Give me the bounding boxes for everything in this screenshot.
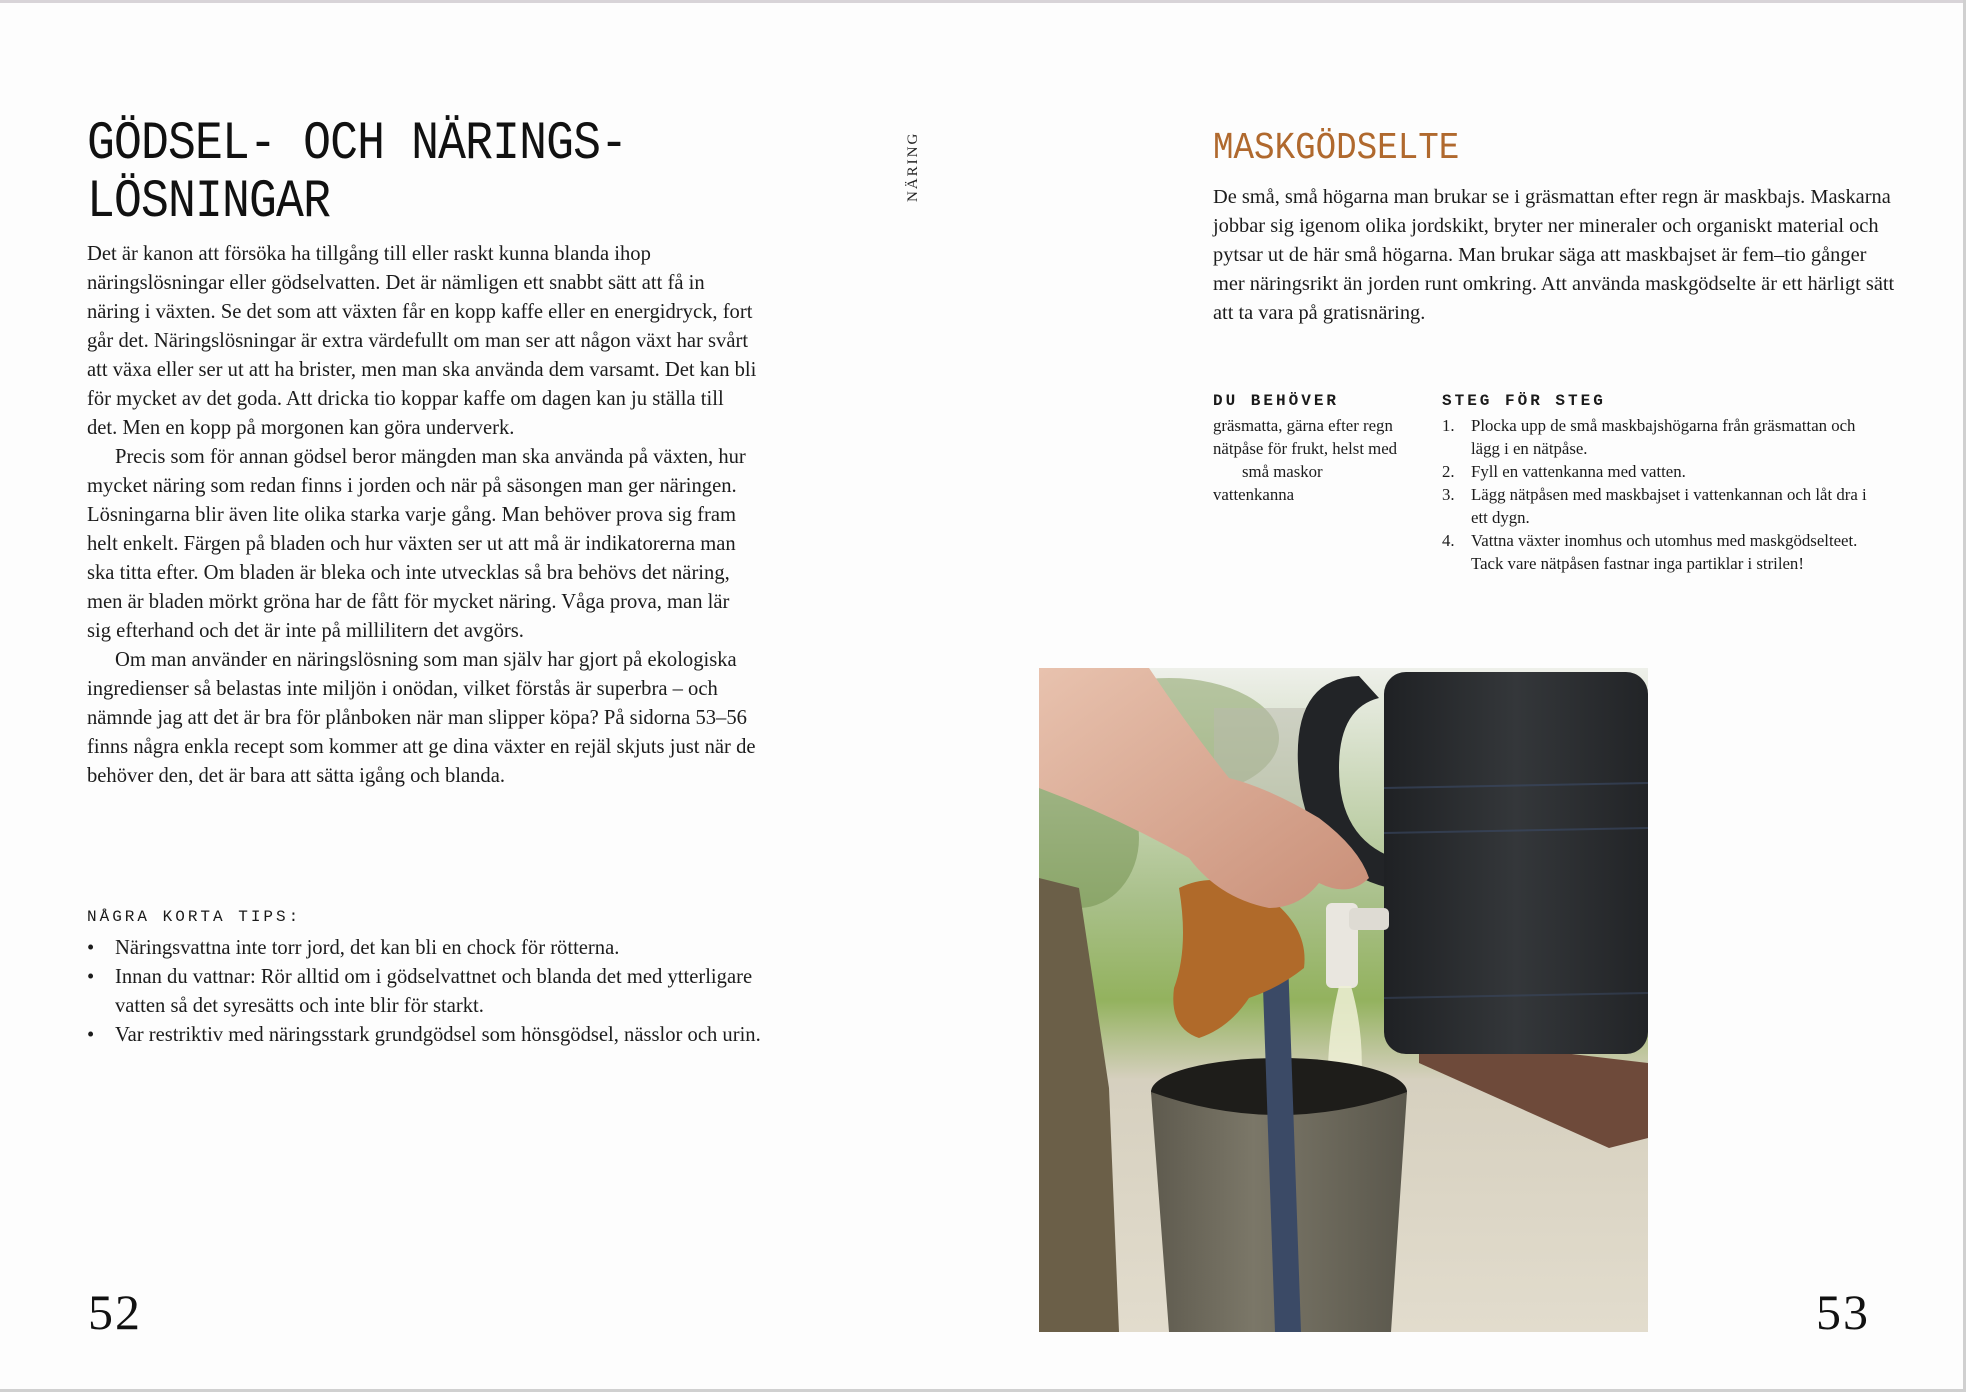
body-text	[87, 240, 757, 791]
bullet-icon: •	[87, 966, 95, 988]
page-heading: GÖDSEL- OCH NÄRINGS- LÖSNINGAR	[87, 114, 628, 233]
step-text: Lägg nätpåsen med maskbajset i vattenkannan och låt dra i ett dygn.	[1471, 485, 1867, 527]
recipe-title: MASKGÖDSELTE	[1213, 127, 1460, 170]
tips-heading: NÅGRA KORTA TIPS:	[87, 908, 302, 926]
tip-text: Näringsvattna inte torr jord, det kan bli en chock för rötterna.	[115, 937, 620, 959]
recipe-intro: De små, små högarna man brukar se i gräsmattan efter regn är maskbajs. Maskarna jobbar sig igenom olika jordskikt, bryter ner mineraler och organiskt material och pytsar ut de här små högarna. Man brukar säga att maskbajset är fem–tio gånger mer näringsrikt än jorden runt omkring. Att använda maskgödselte är ett härligt sätt att ta vara på gratisnäring.	[1213, 186, 1895, 324]
bullet-icon: •	[87, 1024, 95, 1046]
paragraph: Om man använder en näringslösning som man själv har gjort på ekologiska ingredienser så belastas inte miljön i onödan, vilket förstås är superbra – och nämnde jag att det är bra för plånboken när man slipper köpa? På sidorna 53–56 finns några enkla recept som kommer att ge dina växter en rejäl skjuts just när de behöver den, det är bara att sätta igång och blanda.	[87, 649, 756, 787]
step-item	[1442, 460, 1882, 483]
page-number-left: 52	[88, 1284, 142, 1340]
step-text: Fyll en vattenkanna med vatten.	[1471, 462, 1686, 481]
step-item	[1442, 529, 1882, 575]
step-number: 3.	[1442, 485, 1455, 504]
paragraph: Det är kanon att försöka ha tillgång till eller raskt kunna blanda ihop näringslösningar eller gödselvatten. Det är nämligen ett snabbt sätt att få in näring i växten. Se det som att växten får en kopp kaffe eller en energidryck, fort går det. Näringslösningar är extra värdefullt om man ser att någon växt har svårt att växa eller ser ut att ha brister, men man ska använda dem varsamt. Det kan bli för mycket av det goda. Att dricka tio koppar kaffe om dagen kan ju ställa till det. Men en kopp på morgonen kan göra underverk.	[87, 243, 757, 439]
top-border	[0, 0, 1966, 3]
needs-list	[1213, 414, 1428, 506]
steps-heading: STEG FÖR STEG	[1442, 392, 1606, 410]
step-number: 4.	[1442, 531, 1455, 550]
photo-watering-can	[1039, 668, 1648, 1332]
needs-item: nätpåse för frukt, helst med små maskor	[1213, 439, 1398, 481]
page-number-right: 53	[1816, 1284, 1870, 1340]
steps-list	[1442, 414, 1882, 575]
step-text: Plocka upp de små maskbajshögarna från gräsmattan och lägg i en nätpåse.	[1471, 416, 1856, 458]
paragraph: Precis som för annan gödsel beror mängden man ska använda på växten, hur mycket näring som redan finns i jorden och när på säsongen man ger näringen. Lösningarna blir även lite olika starka varje gång. Man behöver prova sig fram helt enkelt. Färgen på bladen och hur växten ser ut att må är indikatorerna man ska titta efter. Om bladen är bleka och inte utvecklas så bra behövs det näring, men är bladen mörkt gröna har de fått för mycket näring. Våga prova, man lär sig efterhand och det är inte på millilitern det avgörs.	[87, 446, 746, 642]
step-text: Vattna växter inomhus och utomhus med maskgödselteet. Tack vare nätpåsen fastnar inga partiklar i strilen!	[1471, 531, 1858, 573]
step-number: 2.	[1442, 462, 1455, 481]
step-item	[1442, 483, 1882, 529]
step-number: 1.	[1442, 416, 1455, 435]
tip-text: Var restriktiv med näringsstark grundgödsel som hönsgödsel, nässlor och urin.	[115, 1024, 761, 1046]
needs-item: vattenkanna	[1213, 485, 1295, 504]
tip-item	[87, 963, 767, 1021]
photo-illustration	[1039, 668, 1648, 1332]
tip-text: Innan du vattnar: Rör alltid om i gödselvattnet och blanda det med ytterligare vatten så det syresätts och inte blir för starkt.	[115, 966, 753, 1017]
bullet-icon: •	[87, 937, 95, 959]
tips-list	[87, 934, 767, 1050]
step-item	[1442, 414, 1882, 460]
running-head	[905, 131, 925, 286]
needs-item: gräsmatta, gärna efter regn	[1213, 416, 1393, 435]
tip-item	[87, 1021, 767, 1050]
needs-heading: DU BEHÖVER	[1213, 392, 1340, 410]
running-head-text: NÄRING	[905, 131, 921, 202]
tip-item	[87, 934, 767, 963]
